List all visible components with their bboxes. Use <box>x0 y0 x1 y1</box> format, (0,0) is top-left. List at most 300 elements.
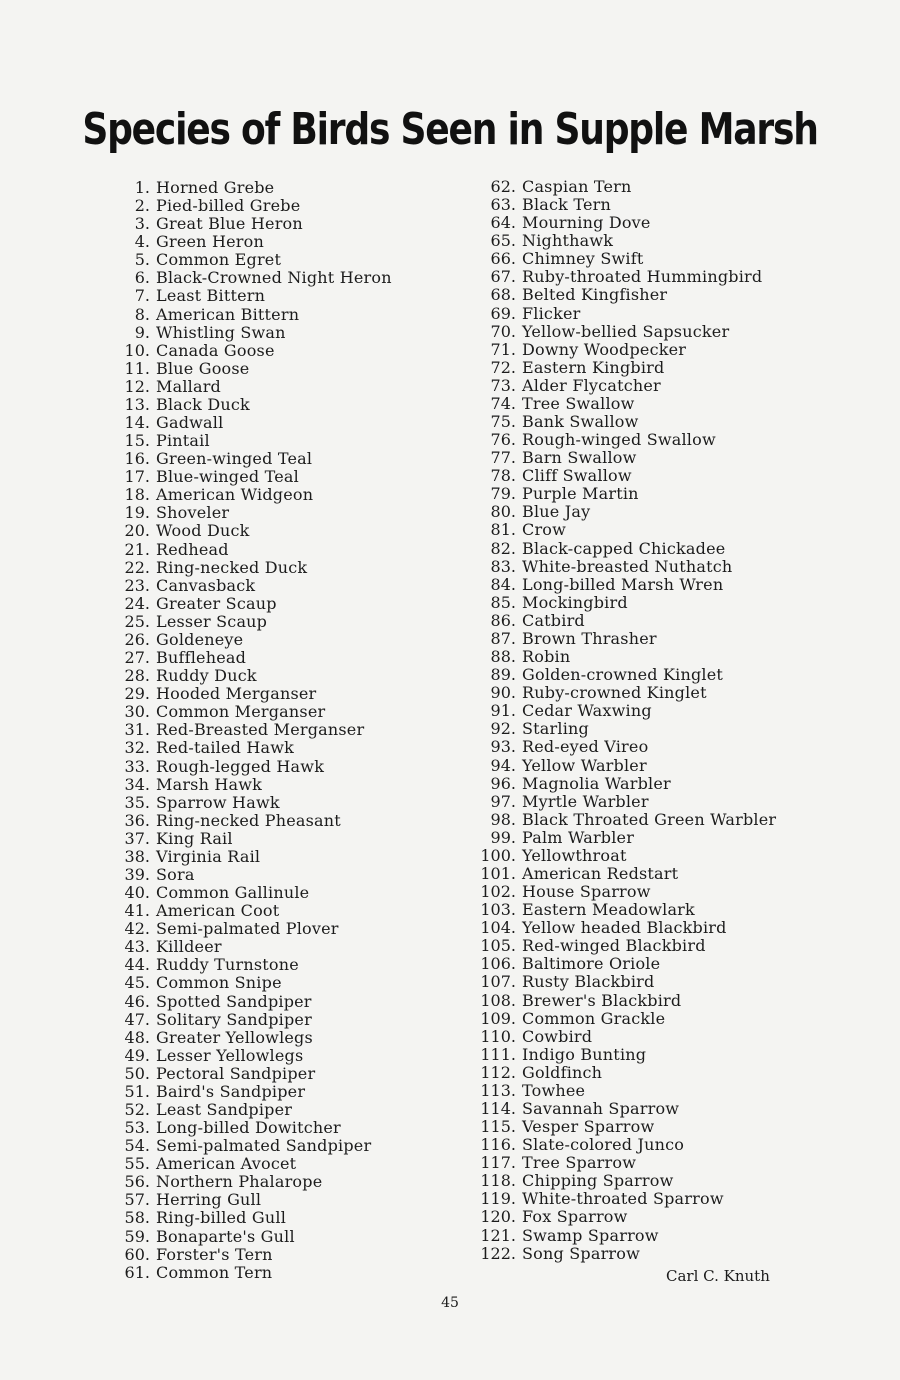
species-entry <box>100 522 440 540</box>
species-number: 87. <box>490 628 516 648</box>
species-number: 75. <box>490 412 516 432</box>
species-entry <box>466 630 846 648</box>
species-entry <box>100 504 440 522</box>
species-name: Robin <box>522 647 571 667</box>
species-entry <box>466 431 846 449</box>
species-entry <box>100 324 440 342</box>
species-number: 82. <box>490 538 516 558</box>
species-list-left <box>100 179 440 1282</box>
species-entry <box>100 233 440 251</box>
species-entry <box>466 1118 846 1136</box>
species-entry <box>100 1101 440 1119</box>
species-name: Yellow Warbler <box>522 755 647 775</box>
species-entry <box>466 992 846 1010</box>
species-name: Red-tailed Hawk <box>156 738 295 758</box>
species-name: Cowbird <box>522 1026 593 1046</box>
species-entry <box>100 812 440 830</box>
species-entry <box>100 703 440 721</box>
species-name: Downy Woodpecker <box>522 339 687 359</box>
species-name: Spotted Sandpiper <box>156 991 312 1011</box>
species-name: Herring Gull <box>156 1190 262 1210</box>
species-name: American Avocet <box>156 1154 297 1174</box>
species-entry <box>466 503 846 521</box>
species-entry <box>100 468 440 486</box>
species-number: 109. <box>480 1008 516 1028</box>
species-number: 78. <box>490 466 516 486</box>
species-name: Canvasback <box>156 575 256 595</box>
species-number: 104. <box>480 918 516 938</box>
species-name: Bufflehead <box>156 648 247 668</box>
species-number: 62. <box>490 177 516 196</box>
species-number: 94. <box>490 755 516 775</box>
species-number: 26. <box>124 629 150 649</box>
species-name: Solitary Sandpiper <box>156 1009 312 1029</box>
species-entry <box>466 1172 846 1190</box>
species-name: Ruddy Duck <box>156 666 257 686</box>
species-number: 118. <box>480 1171 516 1191</box>
species-number: 47. <box>124 1009 150 1029</box>
species-number: 13. <box>124 394 150 414</box>
species-number: 101. <box>480 863 516 883</box>
species-entry <box>466 1028 846 1046</box>
species-entry <box>100 739 440 757</box>
species-entry <box>466 666 846 684</box>
species-number: 63. <box>490 195 516 215</box>
species-number: 23. <box>124 575 150 595</box>
species-number: 92. <box>490 719 516 739</box>
species-number: 16. <box>124 449 150 469</box>
species-name: American Coot <box>156 901 280 921</box>
species-name: Bank Swallow <box>522 412 639 432</box>
species-number: 66. <box>490 249 516 269</box>
species-name: Blue Goose <box>156 358 250 378</box>
species-number: 110. <box>480 1026 516 1046</box>
species-number: 112. <box>480 1062 516 1082</box>
species-number: 71. <box>490 339 516 359</box>
species-entry <box>466 684 846 702</box>
species-name: Blue Jay <box>522 502 591 522</box>
author-signature: Carl C. Knuth <box>666 1267 770 1285</box>
species-number: 29. <box>124 684 150 704</box>
species-entry <box>100 866 440 884</box>
species-entry <box>466 811 846 829</box>
species-entry <box>100 830 440 848</box>
species-number: 65. <box>490 231 516 251</box>
species-entry <box>466 919 846 937</box>
species-name: Redhead <box>156 539 229 559</box>
species-name: Sparrow Hawk <box>156 792 280 812</box>
species-entry <box>100 721 440 739</box>
species-name: Eastern Meadowlark <box>522 900 695 920</box>
species-entry <box>100 197 440 215</box>
species-entry <box>466 793 846 811</box>
species-name: Magnolia Warbler <box>522 773 671 793</box>
species-entry <box>466 865 846 883</box>
species-entry <box>100 1209 440 1227</box>
species-entry <box>100 956 440 974</box>
species-number: 20. <box>124 521 150 541</box>
species-number: 59. <box>124 1226 150 1246</box>
species-entry <box>100 993 440 1011</box>
species-entry <box>100 974 440 992</box>
species-entry <box>100 559 440 577</box>
species-name: Greater Scaup <box>156 593 277 613</box>
species-entry <box>466 1190 846 1208</box>
species-entry <box>100 884 440 902</box>
species-name: Northern Phalarope <box>156 1172 323 1192</box>
species-entry <box>100 758 440 776</box>
species-number: 56. <box>124 1172 150 1192</box>
species-entry <box>466 286 846 304</box>
species-number: 68. <box>490 285 516 305</box>
species-entry <box>100 251 440 269</box>
species-number: 44. <box>124 955 150 975</box>
species-entry <box>100 649 440 667</box>
species-name: Red-winged Blackbird <box>522 936 706 956</box>
species-entry <box>466 648 846 666</box>
species-name: Canada Goose <box>156 340 275 360</box>
species-name: Yellow headed Blackbird <box>522 918 727 938</box>
species-entry <box>466 214 846 232</box>
species-entry <box>466 413 846 431</box>
species-number: 36. <box>124 810 150 830</box>
species-entry <box>100 920 440 938</box>
species-entry <box>466 738 846 756</box>
species-number: 70. <box>490 321 516 341</box>
species-number: 45. <box>124 973 150 993</box>
species-entry <box>466 558 846 576</box>
species-entry <box>100 613 440 631</box>
page-title: Species of Birds Seen in Supple Marsh <box>82 104 818 155</box>
species-name: Wood Duck <box>156 521 250 541</box>
species-entry <box>466 829 846 847</box>
species-name: Sora <box>156 864 195 884</box>
species-number: 15. <box>124 431 150 451</box>
species-entry <box>100 685 440 703</box>
species-name: Forster's Tern <box>156 1244 273 1264</box>
species-number: 88. <box>490 647 516 667</box>
species-entry <box>100 1047 440 1065</box>
species-name: Golden-crowned Kinglet <box>522 665 724 685</box>
species-name: Nighthawk <box>522 231 614 251</box>
species-entry <box>100 179 440 197</box>
species-number: 98. <box>490 809 516 829</box>
species-name: Black Tern <box>522 195 612 215</box>
species-name: Ruby-crowned Kinglet <box>522 683 707 703</box>
species-number: 38. <box>124 846 150 866</box>
species-name: Catbird <box>522 610 585 630</box>
species-entry <box>466 1082 846 1100</box>
species-entry <box>100 1246 440 1264</box>
species-number: 3. <box>134 214 150 234</box>
species-number: 7. <box>134 286 150 306</box>
species-number: 5. <box>134 250 150 270</box>
species-name: Great Blue Heron <box>156 214 303 234</box>
species-name: Goldfinch <box>522 1062 603 1082</box>
species-number: 22. <box>124 557 150 577</box>
species-number: 1. <box>134 178 150 197</box>
species-entry <box>466 341 846 359</box>
species-name: Lesser Yellowlegs <box>156 1045 304 1065</box>
species-entry <box>466 1208 846 1226</box>
species-name: Black Duck <box>156 394 250 414</box>
species-name: Least Sandpiper <box>156 1099 293 1119</box>
species-entry <box>466 847 846 865</box>
species-entry <box>466 702 846 720</box>
species-entry <box>466 594 846 612</box>
species-name: House Sparrow <box>522 882 651 902</box>
species-number: 27. <box>124 648 150 668</box>
species-name: Ring-necked Duck <box>156 557 308 577</box>
species-entry <box>466 540 846 558</box>
species-number: 100. <box>480 845 516 865</box>
species-entry <box>466 1245 846 1263</box>
species-number: 91. <box>490 701 516 721</box>
species-name: Rusty Blackbird <box>522 972 655 992</box>
species-entry <box>466 1010 846 1028</box>
species-number: 2. <box>134 196 150 216</box>
species-name: Brown Thrasher <box>522 628 657 648</box>
species-entry <box>100 269 440 287</box>
species-entry <box>100 1065 440 1083</box>
species-name: Marsh Hawk <box>156 774 263 794</box>
species-entry <box>100 794 440 812</box>
species-number: 12. <box>124 376 150 396</box>
species-name: Cedar Waxwing <box>522 701 652 721</box>
species-entry <box>100 1191 440 1209</box>
species-name: Ruby-throated Hummingbird <box>522 267 763 287</box>
species-number: 106. <box>480 954 516 974</box>
species-number: 53. <box>124 1118 150 1138</box>
species-entry <box>466 323 846 341</box>
species-number: 33. <box>124 756 150 776</box>
species-number: 61. <box>124 1262 150 1282</box>
species-entry <box>100 1173 440 1191</box>
species-number: 25. <box>124 611 150 631</box>
species-number: 10. <box>124 340 150 360</box>
species-entry <box>100 378 440 396</box>
species-name: Vesper Sparrow <box>522 1117 655 1137</box>
species-number: 76. <box>490 430 516 450</box>
species-number: 111. <box>480 1044 516 1064</box>
species-name: Green-winged Teal <box>156 449 313 469</box>
species-number: 6. <box>134 268 150 288</box>
species-entry <box>466 1046 846 1064</box>
species-name: American Bittern <box>156 304 300 324</box>
species-number: 34. <box>124 774 150 794</box>
species-entry <box>466 1136 846 1154</box>
species-entry <box>466 1100 846 1118</box>
species-name: Baird's Sandpiper <box>156 1081 306 1101</box>
species-number: 40. <box>124 883 150 903</box>
species-number: 8. <box>134 304 150 324</box>
species-name: Flicker <box>522 303 581 323</box>
species-name: Gadwall <box>156 413 224 433</box>
species-entry <box>100 577 440 595</box>
species-name: Mallard <box>156 376 221 396</box>
species-entry <box>100 1119 440 1137</box>
species-entry <box>466 485 846 503</box>
species-number: 64. <box>490 213 516 233</box>
species-name: Least Bittern <box>156 286 266 306</box>
species-number: 108. <box>480 990 516 1010</box>
species-name: Mourning Dove <box>522 213 651 233</box>
species-number: 60. <box>124 1244 150 1264</box>
species-number: 83. <box>490 556 516 576</box>
species-name: Common Tern <box>156 1262 273 1282</box>
species-entry <box>100 486 440 504</box>
species-entry <box>466 955 846 973</box>
species-entry <box>466 576 846 594</box>
species-number: 24. <box>124 593 150 613</box>
species-entry <box>100 631 440 649</box>
species-entry <box>466 449 846 467</box>
species-name: Mockingbird <box>522 592 628 612</box>
species-number: 17. <box>124 467 150 487</box>
species-entry <box>466 937 846 955</box>
species-entry <box>100 414 440 432</box>
species-name: Hooded Merganser <box>156 684 317 704</box>
species-entry <box>466 720 846 738</box>
species-name: Crow <box>522 520 567 540</box>
species-number: 58. <box>124 1208 150 1228</box>
species-name: Greater Yellowlegs <box>156 1027 313 1047</box>
species-number: 37. <box>124 828 150 848</box>
species-number: 119. <box>480 1189 516 1209</box>
species-number: 4. <box>134 232 150 252</box>
species-number: 84. <box>490 574 516 594</box>
species-name: White-throated Sparrow <box>522 1189 724 1209</box>
species-name: Slate-colored Junco <box>522 1135 685 1155</box>
species-name: Pectoral Sandpiper <box>156 1063 316 1083</box>
species-number: 81. <box>490 520 516 540</box>
species-name: Shoveler <box>156 503 230 523</box>
species-number: 11. <box>124 358 150 378</box>
species-entry <box>466 359 846 377</box>
species-name: Yellowthroat <box>522 845 627 865</box>
species-name: Blue-winged Teal <box>156 467 299 487</box>
species-number: 102. <box>480 882 516 902</box>
species-name: Long-billed Dowitcher <box>156 1118 341 1138</box>
species-name: Killdeer <box>156 937 222 957</box>
species-number: 115. <box>480 1117 516 1137</box>
species-name: Horned Grebe <box>156 178 275 197</box>
species-entry <box>466 196 846 214</box>
species-entry <box>100 432 440 450</box>
species-name: Lesser Scaup <box>156 611 268 631</box>
species-entry <box>100 848 440 866</box>
species-number: 72. <box>490 357 516 377</box>
species-number: 55. <box>124 1154 150 1174</box>
species-name: Goldeneye <box>156 629 244 649</box>
species-number: 113. <box>480 1080 516 1100</box>
species-name: Black-capped Chickadee <box>522 538 726 558</box>
species-name: Savannah Sparrow <box>522 1098 680 1118</box>
species-name: Ring-billed Gull <box>156 1208 287 1228</box>
species-number: 42. <box>124 919 150 939</box>
species-number: 35. <box>124 792 150 812</box>
species-entry <box>466 305 846 323</box>
species-name: Caspian Tern <box>522 177 632 196</box>
species-number: 73. <box>490 375 516 395</box>
species-number: 99. <box>490 827 516 847</box>
species-entry <box>100 306 440 324</box>
species-name: Song Sparrow <box>522 1243 640 1263</box>
species-name: Common Snipe <box>156 973 282 993</box>
species-name: Eastern Kingbird <box>522 357 665 377</box>
species-name: Starling <box>522 719 589 739</box>
species-entry <box>100 1083 440 1101</box>
species-entry <box>466 1227 846 1245</box>
species-name: Barn Swallow <box>522 448 637 468</box>
species-entry <box>100 1011 440 1029</box>
species-name: Whistling Swan <box>156 322 286 342</box>
species-entry <box>466 757 846 775</box>
species-number: 39. <box>124 864 150 884</box>
species-number: 79. <box>490 484 516 504</box>
species-name: Chimney Swift <box>522 249 644 269</box>
species-number: 57. <box>124 1190 150 1210</box>
species-number: 105. <box>480 936 516 956</box>
species-name: Pintail <box>156 431 210 451</box>
species-name: Towhee <box>522 1080 586 1100</box>
species-number: 30. <box>124 702 150 722</box>
species-number: 28. <box>124 666 150 686</box>
species-name: Cliff Swallow <box>522 466 632 486</box>
species-entry <box>100 342 440 360</box>
species-name: Fox Sparrow <box>522 1207 628 1227</box>
species-entry <box>100 938 440 956</box>
species-name: Semi-palmated Plover <box>156 919 339 939</box>
species-entry <box>466 268 846 286</box>
species-number: 46. <box>124 991 150 1011</box>
species-entry <box>100 595 440 613</box>
species-entry <box>100 1264 440 1282</box>
species-name: Baltimore Oriole <box>522 954 661 974</box>
species-name: White-breasted Nuthatch <box>522 556 733 576</box>
species-entry <box>466 1154 846 1172</box>
species-number: 103. <box>480 900 516 920</box>
species-number: 117. <box>480 1153 516 1173</box>
species-entry <box>466 901 846 919</box>
species-entry <box>100 287 440 305</box>
species-name: Semi-palmated Sandpiper <box>156 1136 372 1156</box>
species-name: Myrtle Warbler <box>522 791 649 811</box>
species-number: 9. <box>134 322 150 342</box>
species-name: Common Egret <box>156 250 282 270</box>
page-number: 45 <box>441 1295 459 1311</box>
species-name: Long-billed Marsh Wren <box>522 574 724 594</box>
species-number: 120. <box>480 1207 516 1227</box>
species-name: Rough-legged Hawk <box>156 756 325 776</box>
species-number: 93. <box>490 737 516 757</box>
species-name: Ring-necked Pheasant <box>156 810 341 830</box>
species-name: Palm Warbler <box>522 827 635 847</box>
species-name: Rough-winged Swallow <box>522 430 716 450</box>
species-entry <box>466 973 846 991</box>
species-list-right <box>466 178 846 1263</box>
species-number: 80. <box>490 502 516 522</box>
species-number: 43. <box>124 937 150 957</box>
species-name: Red-eyed Vireo <box>522 737 649 757</box>
species-name: Indigo Bunting <box>522 1044 647 1064</box>
species-name: Alder Flycatcher <box>522 375 661 395</box>
species-name: Common Gallinule <box>156 883 310 903</box>
species-entry <box>100 450 440 468</box>
species-entry <box>466 521 846 539</box>
species-name: American Redstart <box>522 863 679 883</box>
species-number: 97. <box>490 791 516 811</box>
